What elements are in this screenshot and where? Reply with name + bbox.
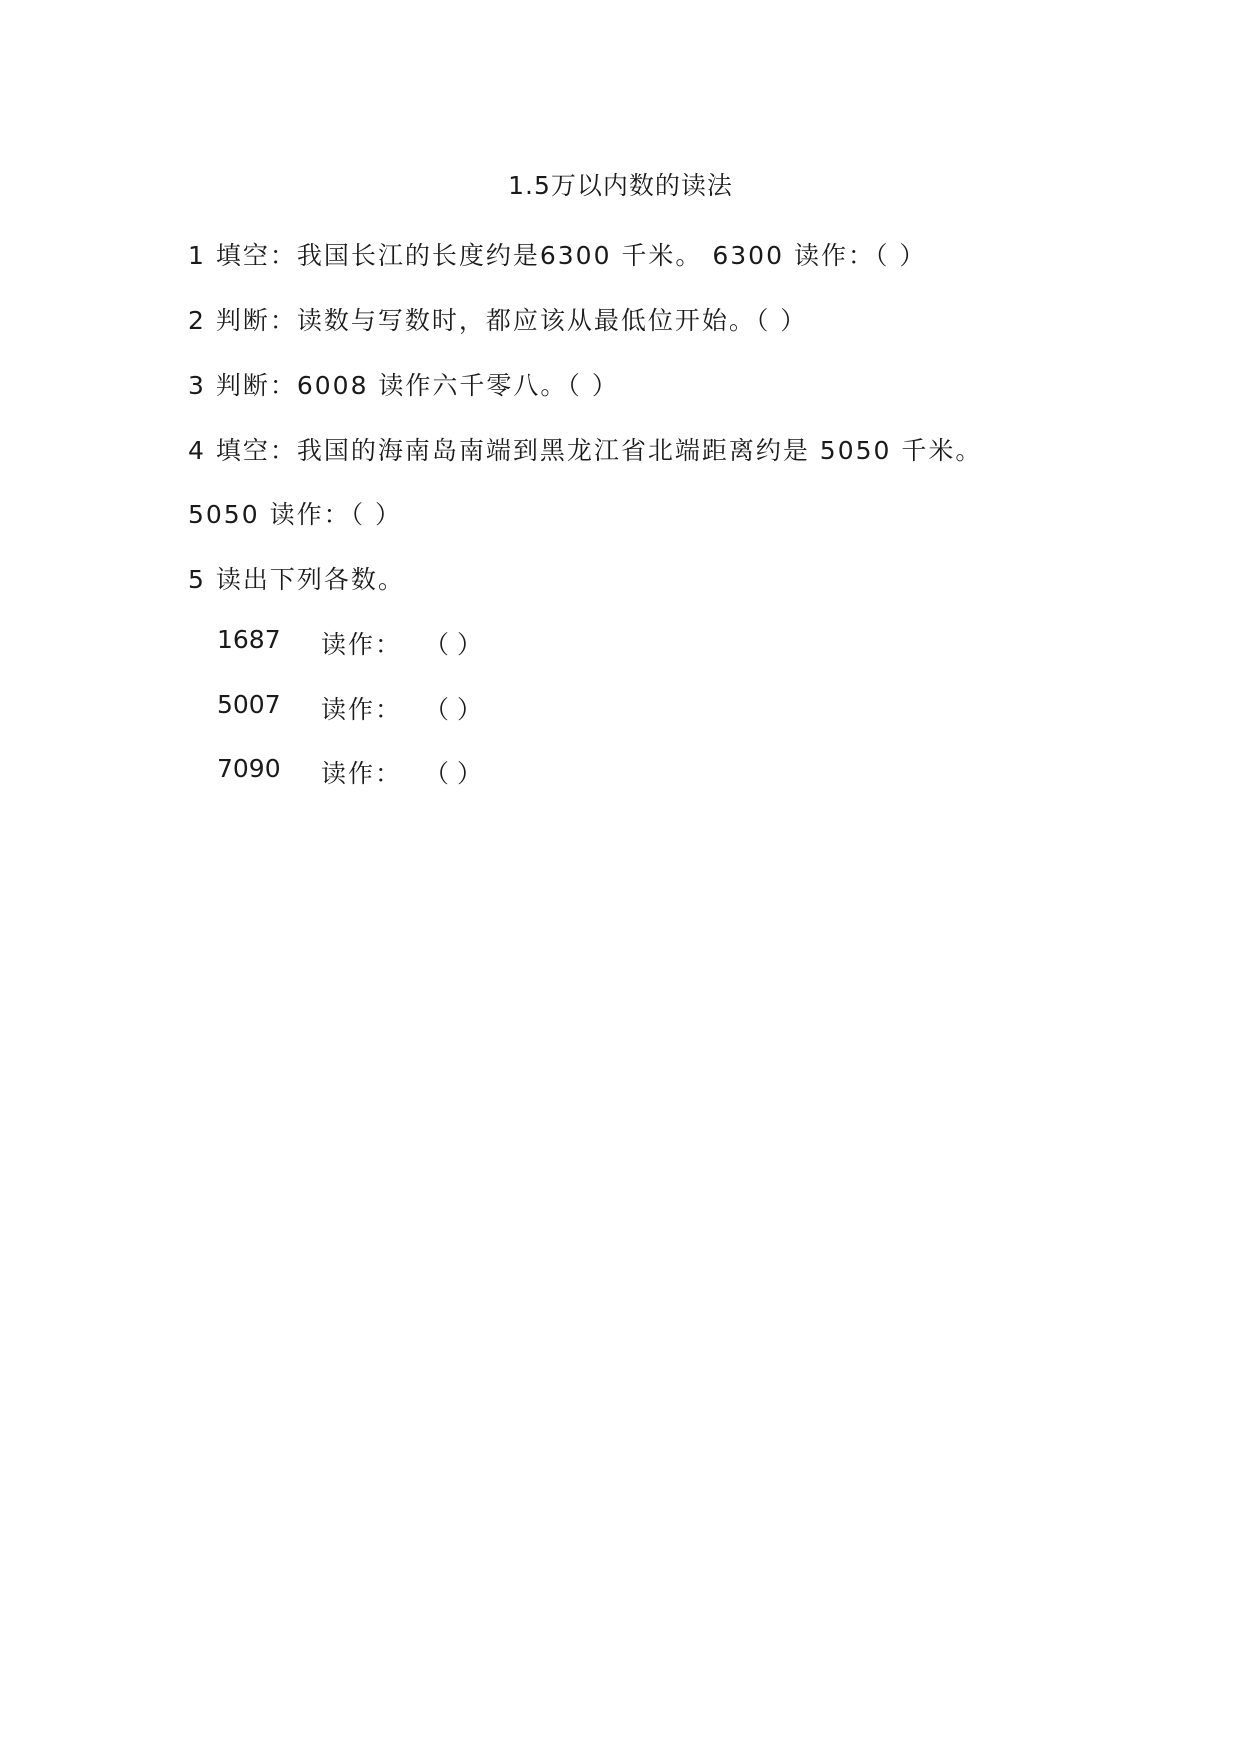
question-1: 1 填空：我国长江的长度约是6300 千米。 6300 读作：（ ） bbox=[188, 241, 927, 270]
answer-blank: （ ） bbox=[424, 630, 482, 659]
question-3: 3 判断：6008 读作六千零八。（ ） bbox=[188, 371, 619, 400]
read-as-label: 读作： bbox=[321, 695, 403, 724]
question-4-line-2: 5050 读作：（ ） bbox=[188, 500, 403, 529]
answer-blank: （ ） bbox=[424, 759, 482, 788]
question-4-line-1: 4 填空：我国的海南岛南端到黑龙江省北端距离约是 5050 千米。 bbox=[188, 436, 983, 465]
question-2: 2 判断：读数与写数时，都应该从最低位开始。（ ） bbox=[188, 306, 808, 335]
page-title: 1.5万以内数的读法 bbox=[508, 171, 733, 200]
read-as-label: 读作： bbox=[321, 759, 403, 788]
question-5: 5 读出下列各数。 bbox=[188, 565, 405, 594]
number-value: 1687 bbox=[217, 625, 281, 654]
number-value: 5007 bbox=[217, 690, 281, 719]
read-as-label: 读作： bbox=[321, 630, 403, 659]
answer-blank: （ ） bbox=[424, 695, 482, 724]
number-value: 7090 bbox=[217, 754, 281, 783]
